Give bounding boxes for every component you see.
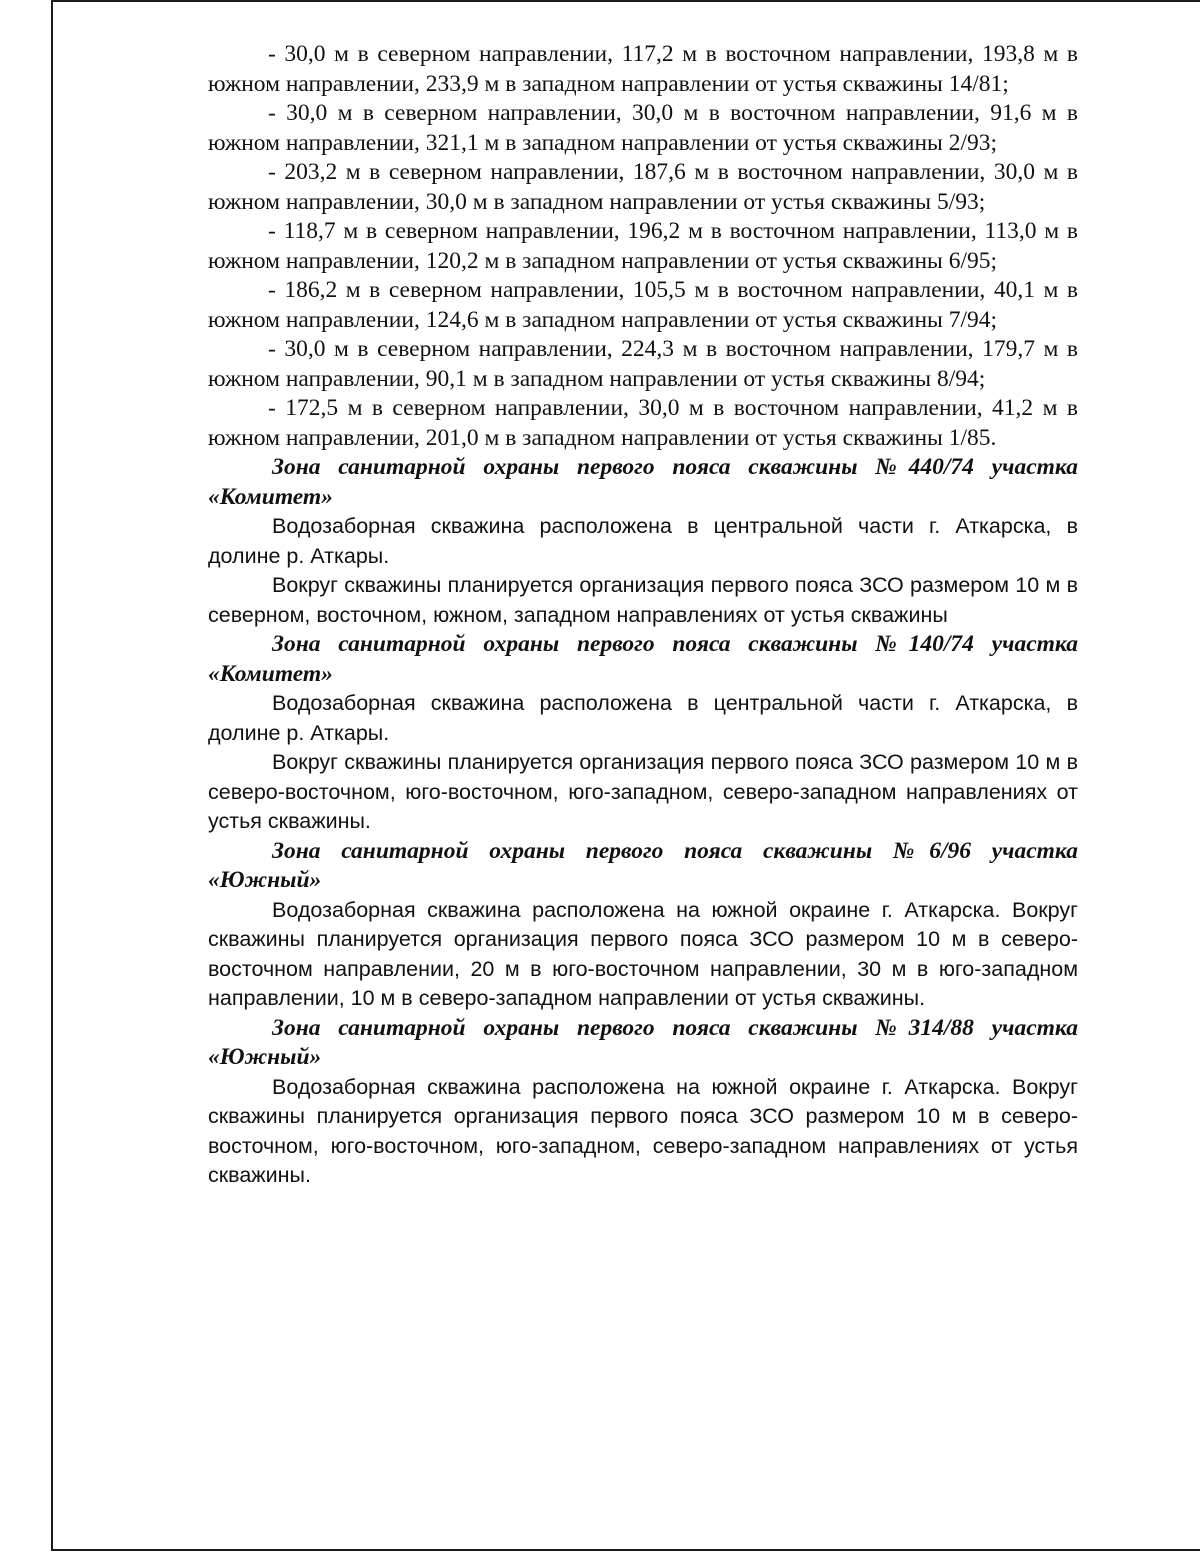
distance-item: - 186,2 м в северном направлении, 105,5 м в восточном направлении, 40,1 м в южном направлении, 124,6 м в западном направлении от устья скважины 7/94;: [208, 277, 1078, 333]
body-paragraph: Водозаборная скважина расположена в центральной части г. Аткарска, в долине р. Аткары.: [208, 691, 1078, 745]
section-heading: Зона санитарной охраны первого пояса скважины №314/88 участка «Южный»: [208, 1014, 1078, 1070]
scan-border-top: [51, 0, 1200, 2]
body-paragraph: Вокруг скважины планируется организация первого пояса ЗСО размером 10 м в северном, восточном, южном, западном направлениях от устья скважины: [208, 573, 1078, 627]
distance-item: - 30,0 м в северном направлении, 224,3 м в восточном направлении, 179,7 м в южном направлении, 90,1 м в западном направлении от устья скважины 8/94;: [208, 336, 1078, 392]
distance-item: - 172,5 м в северном направлении, 30,0 м в восточном направлении, 41,2 м в южном направлении, 201,0 м в западном направлении от устья скважины 1/85.: [208, 395, 1078, 451]
body-paragraph: Водозаборная скважина расположена на южной окраине г. Аткарска. Вокруг скважины планируется организация первого пояса ЗСО размером 10 м в северо-восточном, юго-восточном, юго-западном, северо-западном направлениях от устья скважины.: [208, 1074, 1078, 1187]
body-paragraph: Вокруг скважины планируется организация первого пояса ЗСО размером 10 м в северо-восточном, юго-восточном, юго-западном, северо-западном направлениях от устья скважины.: [208, 750, 1078, 833]
scan-border-left: [51, 0, 53, 1550]
section-heading: Зона санитарной охраны первого пояса скважины №440/74 участка «Комитет»: [208, 454, 1078, 510]
document-body: [208, 40, 1078, 1191]
distance-item: - 30,0 м в северном направлении, 30,0 м в восточном направлении, 91,6 м в южном направлении, 321,1 м в западном направлении от устья скважины 2/93;: [208, 100, 1078, 156]
distance-item: - 203,2 м в северном направлении, 187,6 м в восточном направлении, 30,0 м в южном направлении, 30,0 м в западном направлении от устья скважины 5/93;: [208, 159, 1078, 215]
scan-border-bottom: [51, 1549, 1200, 1551]
body-paragraph: Водозаборная скважина расположена в центральной части г. Аткарска, в долине р. Аткары.: [208, 514, 1078, 568]
distance-item: - 118,7 м в северном направлении, 196,2 м в восточном направлении, 113,0 м в южном направлении, 120,2 м в западном направлении от устья скважины 6/95;: [208, 218, 1078, 274]
distance-item: - 30,0 м в северном направлении, 117,2 м в восточном направлении, 193,8 м в южном направлении, 233,9 м в западном направлении от устья скважины 14/81;: [208, 41, 1078, 97]
section-heading: Зона санитарной охраны первого пояса скважины №140/74 участка «Комитет»: [208, 631, 1078, 687]
section-heading: Зона санитарной охраны первого пояса скважины №6/96 участка «Южный»: [208, 837, 1078, 893]
body-paragraph: Водозаборная скважина расположена на южной окраине г. Аткарска. Вокруг скважины планируется организация первого пояса ЗСО размером 10 м в северо-восточном направлении, 20 м в юго-восточном направлении, 30 м в юго-западном направлении, 10 м в северо-западном направлении от устья скважины.: [208, 897, 1078, 1010]
